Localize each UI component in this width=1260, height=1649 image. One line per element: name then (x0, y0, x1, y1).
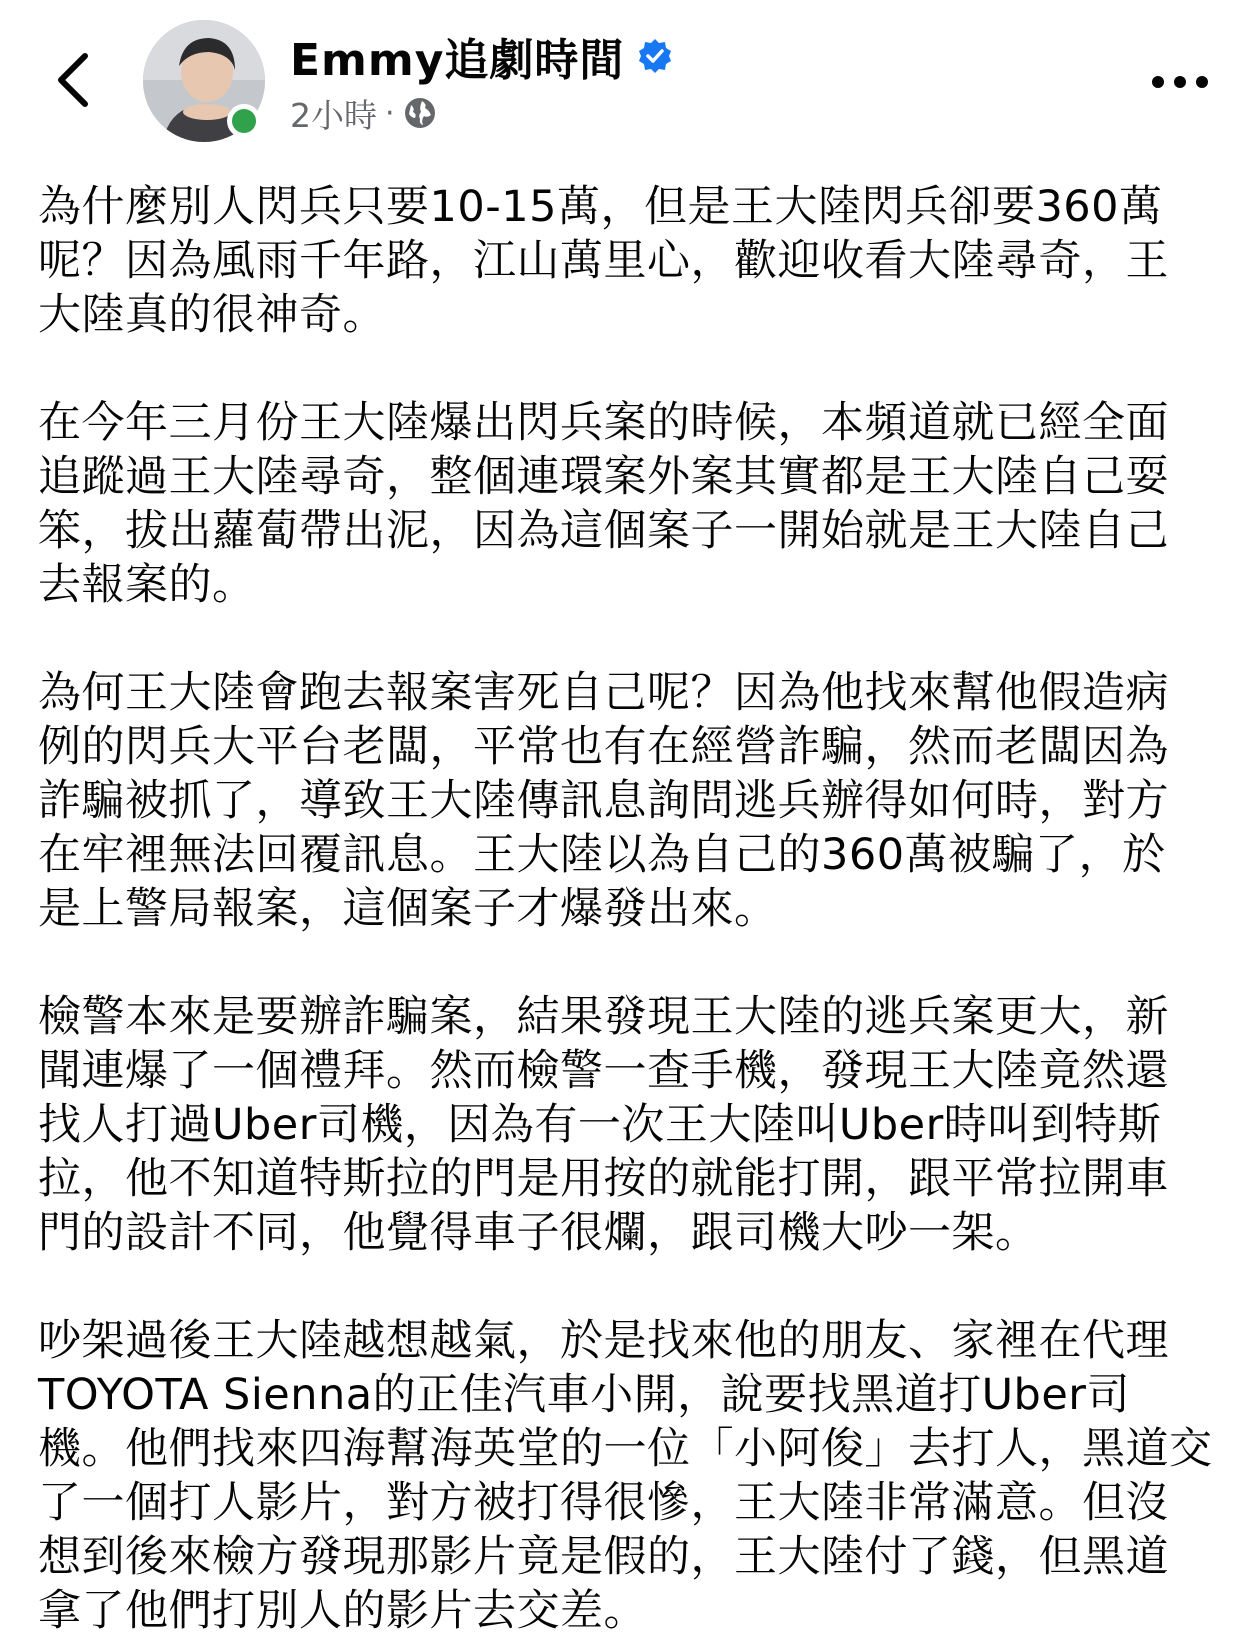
page-name[interactable]: Emmy追劇時間 (290, 35, 625, 86)
post-body (38, 180, 1228, 1649)
profile-avatar[interactable] (143, 20, 265, 142)
page-name-row (290, 28, 674, 84)
post-timestamp[interactable]: 2小時 (290, 95, 377, 135)
post-paragraph: 為何王大陸會跑去報案害死自己呢？因為他找來幫他假造病 例的閃兵大平台老闆，平常也有在經營詐騙，然而老闆因為 詐騙被抓了，導致王大陸傳訊息詢問逃兵辦得如何時，對方 在牢裡無法回覆訊息。王大陸以為自己的360萬被騙了，於 是上警局報案，這個案子才爆發出來。 (38, 668, 1169, 934)
verified-badge-icon (636, 37, 674, 75)
post-paragraph: 吵架過後王大陸越想越氣，於是找來他的朋友、家裡在代理 TOYOTA Sienna的正佳汽車小開，說要找黑道打Uber司 機。他們找來四海幫海英堂的一位「小阿俊」去打人，黑道交 了一個打人影片，對方被打得很慘，王大陸非常滿意。但沒 想到後來檢方發現那影片竟是假的，王大陸付了錢，但黑道 拿了他們打別人的影片去交差。 (38, 1316, 1213, 1636)
post-meta (290, 90, 437, 136)
meta-separator: · (385, 95, 395, 131)
post-paragraph: 在今年三月份王大陸爆出閃兵案的時候，本頻道就已經全面 追蹤過王大陸尋奇，整個連環案外案其實都是王大陸自己耍 笨，拔出蘿蔔帶出泥，因為這個案子一開始就是王大陸自己 去報案的。 (38, 398, 1169, 610)
post-header (0, 0, 1260, 150)
chevron-left-icon (53, 50, 93, 110)
globe-icon (403, 96, 437, 130)
back-button[interactable] (38, 40, 108, 120)
more-dots-icon (1152, 76, 1164, 88)
online-status-indicator (227, 104, 261, 138)
post-paragraph: 檢警本來是要辦詐騙案，結果發現王大陸的逃兵案更大，新 聞連爆了一個禮拜。然而檢警一查手機，發現王大陸竟然還 找人打過Uber司機，因為有一次王大陸叫Uber時叫到特斯 拉，他不知道特斯拉的門是用按的就能打開，跟平常拉開車 門的設計不同，他覺得車子很爛，跟司機大吵一架。 (38, 992, 1169, 1258)
more-options-button[interactable] (1140, 62, 1220, 102)
post-paragraph: 為什麼別人閃兵只要10-15萬，但是王大陸閃兵卻要360萬 呢？因為風雨千年路，江山萬里心，歡迎收看大陸尋奇，王 大陸真的很神奇。 (38, 182, 1169, 340)
